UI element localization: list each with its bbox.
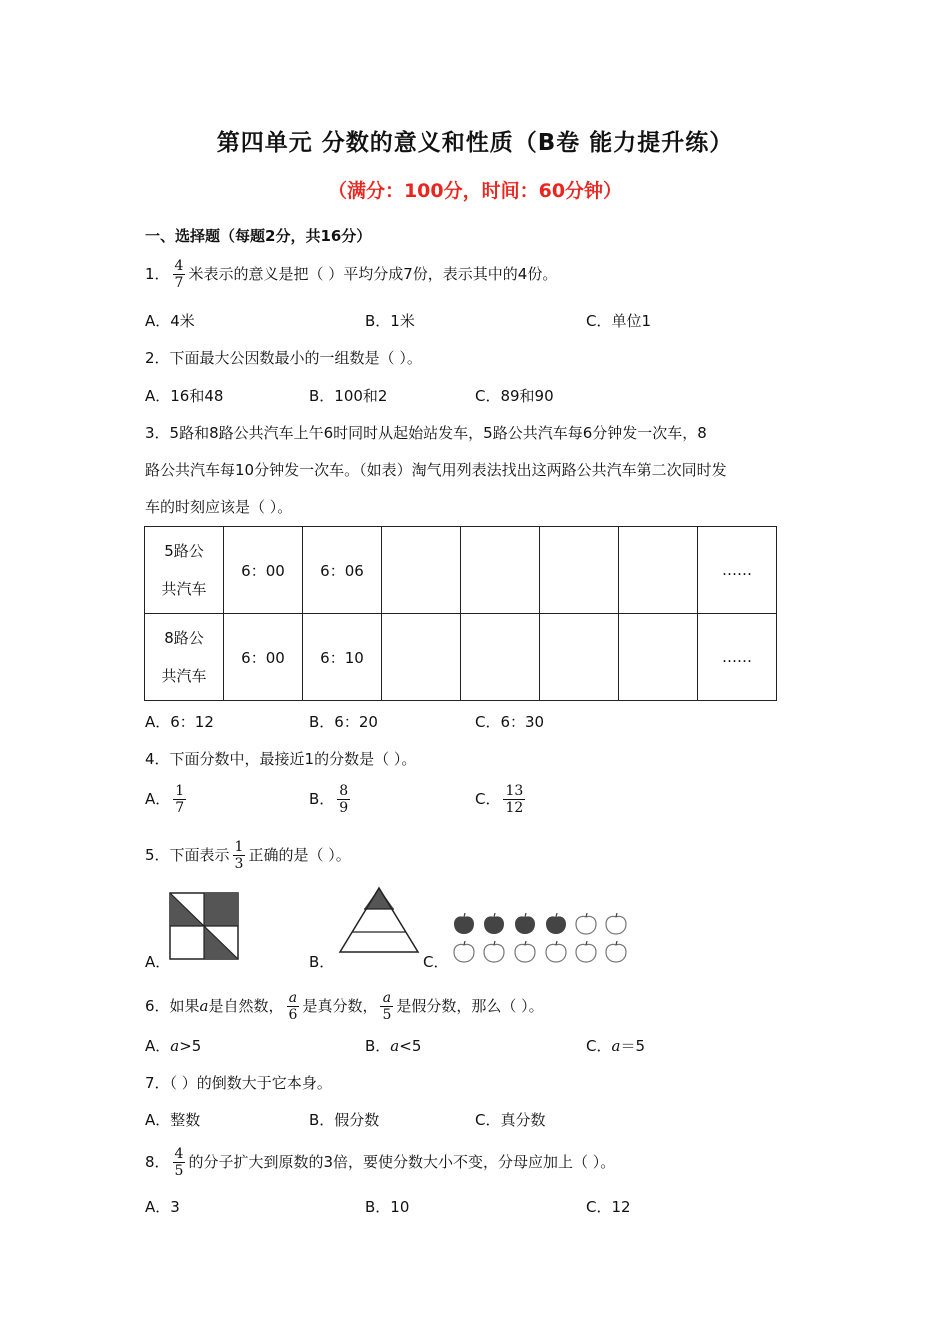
question-7: 7．（ ）的倒数大于它本身。 <box>145 1074 332 1092</box>
row-header-bus-8: 8路公 共汽车 <box>145 614 224 701</box>
table-cell-empty[interactable] <box>382 527 461 614</box>
fraction-1-7: $\frac{1}{7}$ <box>175 783 185 816</box>
q2-option-c[interactable]: C．89和90 <box>475 387 554 405</box>
question-6: 6．如果a是自然数， $\frac{a}{6}$ 是真分数， $\frac{a}{5}$ 是假分数，那么（ ）。 <box>145 990 544 1023</box>
q8-option-a[interactable]: A．3 <box>145 1198 180 1216</box>
section-heading: 一、选择题（每题2分，共16分） <box>145 227 372 245</box>
table-cell-empty[interactable] <box>461 614 540 701</box>
q7-option-b[interactable]: B．假分数 <box>309 1111 380 1129</box>
q8-option-c[interactable]: C．12 <box>586 1198 631 1216</box>
apple-filled-icon <box>546 913 566 934</box>
fraction-a-5: $\frac{a}{5}$ <box>382 990 392 1023</box>
question-1 <box>145 258 557 291</box>
table-cell: 6：06 <box>303 527 382 614</box>
fraction-13-12: $\frac{13}{12}$ <box>505 783 524 816</box>
apple-filled-icon <box>454 913 474 934</box>
question-5: 5．下面表示 $\frac{1}{3}$ 正确的是（ ）。 <box>145 839 351 872</box>
q5-option-c[interactable]: C． <box>423 953 449 971</box>
question-3-line-3: 车的时刻应该是（ ）。 <box>145 498 293 516</box>
q2-option-a[interactable]: A．16和48 <box>145 387 224 405</box>
square-quarters-figure[interactable] <box>169 892 239 960</box>
question-1-number: 1． <box>145 265 170 283</box>
fraction-a-6: $\frac{a}{6}$ <box>288 990 298 1023</box>
apple-empty-icon <box>484 941 504 962</box>
q2-option-b[interactable]: B．100和2 <box>309 387 388 405</box>
q7-option-c[interactable]: C．真分数 <box>475 1111 546 1129</box>
apple-empty-icon <box>576 941 596 962</box>
apple-empty-icon <box>454 941 474 962</box>
q4-option-b[interactable]: B． $\frac{8}{9}$ <box>309 783 349 816</box>
apple-empty-icon <box>606 941 626 962</box>
table-cell-empty[interactable] <box>540 527 619 614</box>
page-title: 第四单元 分数的意义和性质（B卷 能力提升练） <box>216 130 734 156</box>
q7-option-a[interactable]: A．整数 <box>145 1111 201 1129</box>
triangle-figure[interactable] <box>338 886 420 954</box>
q4-option-c[interactable]: C． $\frac{13}{12}$ <box>475 783 524 816</box>
question-3-line-1: 3．5路和8路公共汽车上午6时同时从起始站发车，5路公共汽车每6分钟发一次车，8 <box>145 424 707 442</box>
table-cell: 6：00 <box>224 614 303 701</box>
table-cell-empty[interactable] <box>461 527 540 614</box>
fraction-1-3: $\frac{1}{3}$ <box>234 839 244 872</box>
q1-option-b[interactable]: B．1米 <box>365 312 415 330</box>
q3-option-b[interactable]: B．6：20 <box>309 713 378 731</box>
table-cell-empty[interactable] <box>382 614 461 701</box>
q5-option-a[interactable]: A． <box>145 953 171 971</box>
table-cell: 6：00 <box>224 527 303 614</box>
page-subtitle: （满分：100分，时间：60分钟） <box>327 180 623 202</box>
apples-figure[interactable] <box>452 910 628 966</box>
q1-option-a[interactable]: A．4米 <box>145 312 195 330</box>
shaded-square <box>204 893 238 926</box>
apple-filled-icon <box>484 913 504 934</box>
question-8: 8． $\frac{4}{5}$ 的分子扩大到原数的3倍，要使分数大小不变，分母应加上（ ）。 <box>145 1146 616 1179</box>
table-row <box>145 527 777 614</box>
question-3-line-2: 路公共汽车每10分钟发一次车。（如表）淘气用列表法找出这两路公共汽车第二次同时发 <box>145 461 727 479</box>
q6-option-c[interactable]: C．a＝5 <box>586 1037 645 1055</box>
q1-option-c[interactable]: C．单位1 <box>586 312 652 330</box>
table-cell: 6：10 <box>303 614 382 701</box>
table-cell: …… <box>698 614 777 701</box>
apple-empty-icon <box>546 941 566 962</box>
q6-option-b[interactable]: B．a<5 <box>365 1037 422 1055</box>
question-2: 2．下面最大公因数最小的一组数是（ ）。 <box>145 349 422 367</box>
q3-option-a[interactable]: A．6：12 <box>145 713 214 731</box>
apple-empty-icon <box>606 913 626 934</box>
apple-empty-icon <box>576 913 596 934</box>
table-cell-empty[interactable] <box>540 614 619 701</box>
bus-schedule-table <box>144 526 777 701</box>
table-cell: …… <box>698 527 777 614</box>
apple-filled-icon <box>515 913 535 934</box>
fraction-4-7: $\frac{4}{7}$ <box>174 258 184 291</box>
fraction-4-5: $\frac{4}{5}$ <box>174 1146 184 1179</box>
q8-option-b[interactable]: B．10 <box>365 1198 410 1216</box>
table-cell-empty[interactable] <box>619 527 698 614</box>
q6-option-a[interactable]: A．a>5 <box>145 1037 202 1055</box>
question-4: 4．下面分数中，最接近1的分数是（ ）。 <box>145 750 417 768</box>
fraction-8-9: $\frac{8}{9}$ <box>339 783 349 816</box>
table-cell-empty[interactable] <box>619 614 698 701</box>
row-header-bus-5: 5路公 共汽车 <box>145 527 224 614</box>
q4-option-a[interactable]: A． $\frac{1}{7}$ <box>145 783 185 816</box>
q3-option-c[interactable]: C．6：30 <box>475 713 545 731</box>
table-row <box>145 614 777 701</box>
apple-empty-icon <box>515 941 535 962</box>
q5-option-b[interactable]: B． <box>309 953 335 971</box>
question-1-text: 米表示的意义是把（ ）平均分成7份，表示其中的4份。 <box>188 265 558 283</box>
